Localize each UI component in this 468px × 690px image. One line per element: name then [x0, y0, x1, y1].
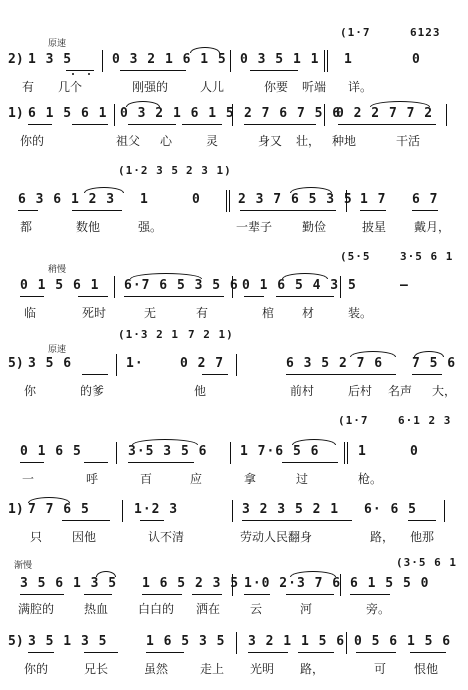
- barline: [232, 500, 233, 522]
- beam: [20, 296, 44, 297]
- beam: [128, 124, 176, 125]
- lyric: 路，: [300, 662, 325, 676]
- barline: [236, 632, 237, 654]
- notation-line: [0, 634, 468, 652]
- barline: [444, 500, 445, 522]
- lyric: 的爹: [80, 384, 105, 398]
- beam: [20, 462, 44, 463]
- lyric: 你的: [24, 662, 49, 676]
- measure: 1·: [126, 356, 144, 371]
- lyric: 满腔的: [18, 602, 55, 616]
- lyric: 前村: [290, 384, 315, 398]
- beam: [28, 124, 52, 125]
- measure: 2 3 7 6 5 3 5: [238, 192, 353, 207]
- barline: [232, 574, 233, 596]
- lyric-line: [0, 528, 468, 544]
- measure: 0 3 2 1 6 1 5: [112, 52, 227, 67]
- beam: [62, 520, 110, 521]
- slur: [84, 187, 124, 193]
- beam: [182, 124, 222, 125]
- lyric-line: [0, 660, 468, 676]
- lyric: 详。: [348, 80, 373, 94]
- notation-line: [0, 576, 468, 594]
- lyric: 干活: [396, 134, 421, 148]
- verse-number: 5): [8, 356, 24, 371]
- lyric: 壮，: [296, 134, 321, 148]
- measure: 6 3 5 2 7 6: [286, 356, 384, 371]
- beam: [120, 70, 186, 71]
- measure: 6· 6 5: [364, 502, 417, 517]
- lyric: 一辈子: [236, 220, 273, 234]
- beam: [298, 652, 334, 653]
- slur: [290, 571, 336, 577]
- lyric: 因他: [72, 530, 97, 544]
- barline: [230, 50, 231, 72]
- lyric: 人儿: [200, 80, 225, 94]
- lyric: 无: [144, 306, 157, 320]
- tempo-marking: 原速: [48, 39, 67, 49]
- measure: 3 5 6: [28, 356, 73, 371]
- lyric: 路，: [370, 530, 395, 544]
- lyric: 数他: [76, 220, 101, 234]
- beam: [84, 462, 108, 463]
- lyric: 几个: [58, 80, 83, 94]
- beam: [202, 374, 228, 375]
- beam: [356, 652, 396, 653]
- lyric: 恨他: [414, 662, 439, 676]
- interlude-notes: (5·5: [340, 250, 371, 263]
- barline: [346, 190, 347, 212]
- repeat-barline: [226, 190, 227, 212]
- beam: [146, 652, 184, 653]
- lyric-line: [0, 382, 468, 398]
- tempo-marking: 稍慢: [48, 265, 67, 275]
- interlude-notes: (3·5 6 1: [396, 556, 457, 569]
- interlude-notes: 6123: [410, 26, 441, 39]
- lyric: 一: [22, 472, 35, 486]
- barline: [102, 50, 103, 72]
- lyric-line: [0, 304, 468, 320]
- beam: [286, 594, 334, 595]
- lyric: 应: [190, 472, 203, 486]
- slur: [126, 101, 160, 107]
- lyric: 有: [196, 306, 209, 320]
- interlude-notes: 7 2 1): [188, 328, 234, 341]
- beam: [72, 124, 108, 125]
- verse-number: 1): [8, 106, 24, 121]
- measure: 0 2 7: [180, 356, 225, 371]
- lyric: 他那: [410, 530, 435, 544]
- lyric: 洒在: [196, 602, 221, 616]
- lyric: 祖父: [116, 134, 141, 148]
- verse-number: 2): [8, 52, 24, 67]
- measure: 3 5 1 3 5: [28, 634, 108, 649]
- lyric: 你: [24, 384, 37, 398]
- measure: 7 5 6: [412, 356, 457, 371]
- beam: [192, 594, 222, 595]
- lyric: 披星: [362, 220, 387, 234]
- measure: 0 1 5 6 1: [20, 278, 100, 293]
- beam: [18, 210, 38, 211]
- measure: 1 6 5 2 3 5: [142, 576, 240, 591]
- measure: 1·0 2·3 7 6: [244, 576, 342, 591]
- barline: [236, 354, 237, 376]
- beam: [244, 124, 316, 125]
- beam: [140, 520, 164, 521]
- slur: [132, 439, 198, 445]
- interlude-notes: (1·7: [340, 26, 371, 39]
- beam: [248, 652, 288, 653]
- measure: 0 3 2 1 6 1 5: [120, 106, 235, 121]
- barline: [232, 276, 233, 298]
- beam: [412, 374, 442, 375]
- barline: [232, 104, 233, 126]
- slur: [292, 439, 336, 445]
- measure: 6 1 5 5 0: [350, 576, 430, 591]
- slur: [96, 571, 116, 577]
- repeat-barline: [344, 442, 345, 464]
- notation-line: [0, 502, 468, 520]
- measure: 6 7: [412, 192, 439, 207]
- measure: 3·5 3 5 6: [128, 444, 208, 459]
- notation-line: [0, 106, 468, 124]
- measure: 7 7 6 5: [28, 502, 90, 517]
- measure: 1: [344, 52, 353, 67]
- barline: [114, 104, 115, 126]
- lyric: 后村: [348, 384, 373, 398]
- measure: 3 2 3 5 2 1: [242, 502, 340, 517]
- lyric: 死时: [82, 306, 107, 320]
- interlude-notes: (1·3 2 1: [118, 328, 179, 341]
- slur: [350, 351, 396, 357]
- lyric-line: [0, 470, 468, 486]
- notation-line: [0, 192, 468, 210]
- measure: 1 7·6 5 6: [240, 444, 320, 459]
- measure: 1 6 5 3 5: [146, 634, 226, 649]
- beam: [82, 374, 108, 375]
- measure: 0: [412, 52, 421, 67]
- lyric: 戴月，: [414, 220, 451, 234]
- lyric: 过: [296, 472, 309, 486]
- beam: [350, 594, 390, 595]
- measure: 0 1 6 5 4 3: [242, 278, 340, 293]
- beam: [410, 652, 446, 653]
- beam: [338, 124, 436, 125]
- lyric: 兄长: [84, 662, 109, 676]
- measure: 0: [192, 192, 201, 207]
- lyric: 都: [20, 220, 33, 234]
- tempo-marking: 原速: [48, 345, 67, 355]
- lyric: 材: [302, 306, 315, 320]
- lyric-line: [0, 218, 468, 234]
- barline: [340, 574, 341, 596]
- lyric: 灵: [206, 134, 219, 148]
- measure: 1 3 5: [28, 52, 73, 67]
- lyric: 刚强的: [132, 80, 169, 94]
- barline: [324, 104, 325, 126]
- lyric: 枪。: [358, 472, 383, 486]
- lyric: 可: [374, 662, 387, 676]
- measure: 6·7 6 5 3 5 6: [124, 278, 239, 293]
- notation-line: [0, 278, 468, 296]
- lyric: 勤俭: [302, 220, 327, 234]
- beam: [244, 296, 264, 297]
- barline: [116, 354, 117, 376]
- interlude-notes: (1·7: [338, 414, 369, 427]
- low-octave-dot: [72, 73, 74, 75]
- slur: [290, 187, 332, 193]
- measure: 0 1 6 5: [20, 444, 82, 459]
- lyric: 热血: [84, 602, 109, 616]
- slur: [282, 273, 328, 279]
- beam: [84, 652, 118, 653]
- beam: [250, 70, 298, 71]
- barline: [114, 276, 115, 298]
- measure: 5: [348, 278, 357, 293]
- barline: [230, 442, 231, 464]
- lyric: 拿: [244, 472, 257, 486]
- slur: [28, 497, 70, 503]
- lyric: 旁。: [366, 602, 391, 616]
- tempo-marking: 渐慢: [14, 561, 33, 571]
- barline: [122, 500, 123, 522]
- beam: [78, 296, 108, 297]
- beam: [282, 462, 338, 463]
- notation-line: [0, 52, 468, 70]
- lyric: 装。: [348, 306, 373, 320]
- lyric: 强。: [138, 220, 163, 234]
- measure: 6 1 5 6 1: [28, 106, 108, 121]
- lyric: 身又: [258, 134, 283, 148]
- lyric: 种地: [332, 134, 357, 148]
- measure: 1 7: [360, 192, 387, 207]
- lyric: 走上: [200, 662, 225, 676]
- beam: [20, 594, 64, 595]
- lyric: 虽然: [144, 662, 169, 676]
- lyric: 你的: [20, 134, 45, 148]
- lyric: 光明: [250, 662, 275, 676]
- measure: 1: [140, 192, 149, 207]
- slur: [414, 351, 444, 357]
- lyric-line: [0, 600, 468, 616]
- interlude-notes: 2 3 1): [186, 164, 232, 177]
- repeat-barline: [324, 50, 325, 72]
- barline: [340, 276, 341, 298]
- beam: [128, 462, 194, 463]
- measure: 2 7 6 7 5 6: [244, 106, 342, 121]
- beam: [72, 210, 122, 211]
- lyric: 百: [140, 472, 153, 486]
- verse-number: 5): [8, 634, 24, 649]
- measure: 3 2 1 1 5 6: [248, 634, 346, 649]
- interlude-notes: 6·1 2 3: [398, 414, 452, 427]
- lyric: 你要: [264, 80, 289, 94]
- measure: 0 3 5 1 1: [240, 52, 320, 67]
- lyric: 劳动人民翻身: [240, 530, 313, 544]
- beam: [360, 210, 386, 211]
- slur: [130, 273, 202, 279]
- lyric: 听端: [302, 80, 327, 94]
- lyric-line: [0, 78, 468, 94]
- beam: [240, 210, 336, 211]
- measure: 0 2 2 7 7 2: [336, 106, 434, 121]
- beam: [244, 594, 270, 595]
- lyric: 有: [22, 80, 35, 94]
- lyric: 棺: [262, 306, 275, 320]
- low-octave-dot: [88, 73, 90, 75]
- beam: [286, 374, 396, 375]
- lyric: 心: [160, 134, 173, 148]
- measure: 0: [410, 444, 419, 459]
- barline: [116, 442, 117, 464]
- beam: [408, 520, 436, 521]
- lyric-line: [0, 132, 468, 148]
- notation-line: [0, 444, 468, 462]
- lyric: 白白的: [138, 602, 175, 616]
- measure: 3 5 6 1 3 5: [20, 576, 118, 591]
- lyric: 河: [300, 602, 313, 616]
- slur: [370, 101, 430, 107]
- lyric: 他: [194, 384, 207, 398]
- measure: 1: [358, 444, 367, 459]
- lyric: 认不清: [148, 530, 185, 544]
- measure: 6 3 6 1 2 3: [18, 192, 116, 207]
- beam: [412, 210, 438, 211]
- lyric: 只: [30, 530, 43, 544]
- lyric: 云: [250, 602, 263, 616]
- lyric: 名声: [388, 384, 413, 398]
- interlude-notes: 3·5 6 1: [400, 250, 454, 263]
- beam: [142, 594, 182, 595]
- beam: [84, 594, 112, 595]
- interlude-notes: (1·2 3 5: [118, 164, 179, 177]
- lyric: 大，: [432, 384, 457, 398]
- lyric: 临: [24, 306, 37, 320]
- lyric: 呼: [86, 472, 99, 486]
- barline: [446, 104, 447, 126]
- barline: [346, 632, 347, 654]
- measure: 1·2 3: [134, 502, 179, 517]
- beam: [276, 296, 334, 297]
- beam: [242, 520, 352, 521]
- beam: [28, 652, 54, 653]
- measure: —: [400, 278, 409, 293]
- beam: [66, 70, 94, 71]
- notation-line: [0, 356, 468, 374]
- measure: 0 5 6 1 5 6: [354, 634, 452, 649]
- slur: [190, 47, 220, 53]
- verse-number: 1): [8, 502, 24, 517]
- beam: [124, 296, 224, 297]
